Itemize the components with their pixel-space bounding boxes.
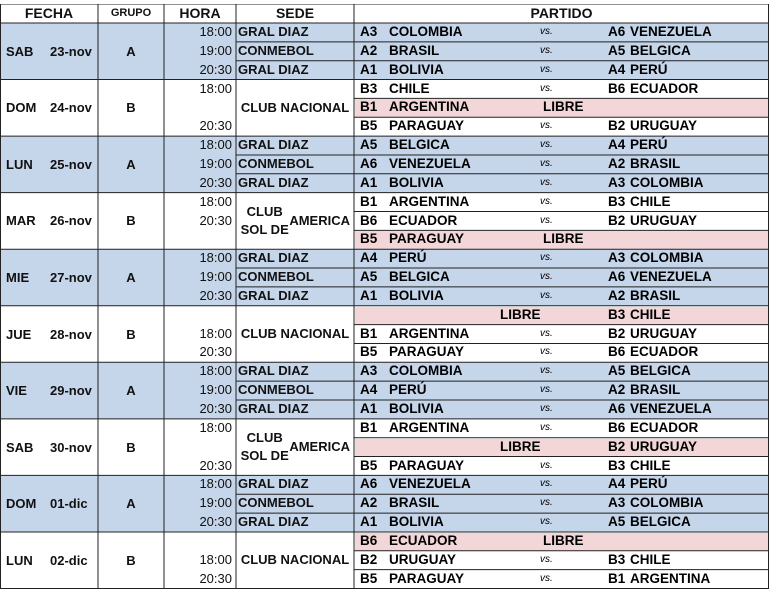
day-date: 23-nov — [50, 43, 92, 59]
away-team-name: COLOMBIA — [630, 250, 704, 266]
group-letter: B — [126, 439, 136, 455]
day-name: SAB — [6, 43, 34, 59]
vs-label: vs. — [540, 289, 553, 301]
away-team-code: A5 — [608, 514, 626, 530]
home-team-name: ECUADOR — [389, 212, 458, 228]
home-team-name: PARAGUAY — [389, 570, 465, 586]
header-hora: HORA — [179, 5, 221, 21]
kickoff-time: 18:00 — [199, 193, 232, 209]
away-team-name: ARGENTINA — [630, 570, 711, 586]
away-team-code: B3 — [608, 551, 626, 567]
away-team-name: VENEZUELA — [630, 401, 712, 416]
home-team-name: BOLIVIA — [389, 61, 444, 77]
home-team-name: BELGICA — [389, 269, 450, 285]
day-name: MAR — [6, 213, 36, 229]
away-team-name: BELGICA — [630, 514, 691, 530]
home-team-code: A3 — [360, 363, 378, 379]
venue-line: CLUB NACIONAL — [240, 552, 350, 568]
home-team-code: A2 — [360, 42, 378, 58]
vs-label: vs. — [540, 403, 553, 414]
home-team-name: PERÚ — [389, 382, 427, 398]
home-team-code: A6 — [360, 476, 378, 492]
day-name: MIE — [6, 269, 30, 285]
home-team-name: BOLIVIA — [389, 174, 444, 190]
away-team-code: A3 — [608, 495, 626, 511]
home-team-name: ARGENTINA — [389, 325, 470, 341]
kickoff-time: 18:00 — [199, 137, 232, 153]
vs-label: vs. — [540, 516, 553, 528]
vs-label: vs. — [540, 271, 553, 283]
home-team-code: B3 — [360, 80, 378, 96]
group-letter: A — [126, 269, 136, 285]
home-team-code: A5 — [360, 269, 378, 285]
away-team-code: B6 — [608, 80, 626, 96]
day-date: 30-nov — [50, 439, 92, 455]
libre-label: LIBRE — [500, 306, 541, 322]
day-date: 01-dic — [50, 496, 88, 512]
kickoff-time: 20:30 — [199, 514, 232, 530]
home-team-code: A6 — [360, 155, 378, 171]
day-name: LUN — [6, 156, 33, 172]
home-team-name: BOLIVIA — [389, 401, 444, 416]
home-team-code: A1 — [360, 287, 378, 303]
home-team-name: PARAGUAY — [389, 344, 465, 360]
home-team-name: BOLIVIA — [389, 514, 444, 530]
kickoff-time: 20:30 — [199, 287, 232, 303]
home-team-code: A3 — [360, 24, 378, 39]
kickoff-time: 20:30 — [199, 174, 232, 190]
grid-lines — [0, 4, 769, 598]
away-team-code: A3 — [608, 250, 626, 266]
vs-label: vs. — [540, 26, 553, 37]
away-team-code: A4 — [608, 476, 626, 492]
away-team-name: COLOMBIA — [630, 495, 704, 511]
kickoff-time: 20:30 — [199, 457, 232, 473]
libre-label: LIBRE — [500, 438, 541, 454]
kickoff-time: 18:00 — [199, 363, 232, 379]
away-team-code: B6 — [608, 344, 626, 360]
venue: CONMEBOL — [238, 42, 314, 58]
kickoff-time: 19:00 — [199, 495, 232, 511]
home-team-code: B2 — [360, 551, 378, 567]
away-team-name: VENEZUELA — [630, 24, 712, 39]
kickoff-time: 20:30 — [199, 212, 232, 228]
away-team-code: A4 — [608, 61, 626, 77]
home-team-code: B5 — [360, 118, 378, 134]
home-team-code: B1 — [360, 419, 378, 435]
home-team-name: ARGENTINA — [389, 419, 470, 435]
home-team-name: PARAGUAY — [389, 118, 465, 134]
away-team-code: B6 — [608, 419, 626, 435]
home-team-code: B5 — [360, 457, 378, 473]
vs-label: vs. — [540, 82, 553, 94]
vs-label: vs. — [540, 384, 553, 396]
venue: GRAL DIAZ — [238, 61, 309, 77]
away-team-name: URUGUAY — [630, 325, 698, 341]
kickoff-time: 18:00 — [199, 476, 232, 492]
group-letter: A — [126, 383, 136, 399]
vs-label: vs. — [540, 497, 553, 509]
away-team-code: A6 — [608, 269, 626, 285]
away-team-name: PERÚ — [630, 476, 668, 492]
home-team-name: ARGENTINA — [389, 99, 470, 115]
vs-label: vs. — [540, 139, 553, 151]
vs-label: vs. — [540, 120, 553, 132]
away-team-name: BRASIL — [630, 287, 681, 303]
libre-label: LIBRE — [543, 99, 584, 115]
vs-label: vs. — [540, 421, 553, 433]
home-team-code: A1 — [360, 174, 378, 190]
kickoff-time: 18:00 — [199, 24, 232, 39]
home-team-code: A1 — [360, 61, 378, 77]
libre-label: LIBRE — [543, 231, 584, 247]
day-name: VIE — [6, 383, 27, 399]
home-team-code: B5 — [360, 231, 378, 247]
group-letter: B — [126, 100, 136, 116]
away-team-code: A2 — [608, 155, 626, 171]
day-date: 24-nov — [50, 100, 92, 116]
vs-label: vs. — [540, 252, 553, 264]
vs-label: vs. — [540, 572, 553, 584]
venue: GRAL DIAZ — [238, 476, 309, 492]
venue: GRAL DIAZ — [238, 250, 309, 266]
vs-label: vs. — [540, 195, 553, 207]
home-team-name: PERÚ — [389, 250, 427, 266]
venue: GRAL DIAZ — [238, 137, 309, 153]
header-partido: PARTIDO — [530, 5, 593, 21]
away-team-name: URUGUAY — [630, 212, 698, 228]
home-team-name: BOLIVIA — [389, 287, 444, 303]
group-letter: B — [126, 326, 136, 342]
away-team-code: B1 — [608, 570, 626, 586]
home-team-code: B6 — [360, 212, 378, 228]
vs-label: vs. — [540, 553, 553, 565]
day-date: 26-nov — [50, 213, 92, 229]
away-team-code: B3 — [608, 457, 626, 473]
kickoff-time: 20:30 — [199, 61, 232, 77]
day-name: SAB — [6, 439, 34, 455]
kickoff-time: 18:00 — [199, 250, 232, 266]
home-team-name: BELGICA — [389, 137, 450, 153]
day-date: 29-nov — [50, 383, 92, 399]
vs-label: vs. — [540, 176, 553, 188]
away-team-code: A5 — [608, 42, 626, 58]
kickoff-time: 19:00 — [199, 42, 232, 58]
venue: GRAL DIAZ — [238, 514, 309, 530]
away-team-code: B2 — [608, 212, 626, 228]
away-team-code: B3 — [608, 193, 626, 209]
venue-line: AMERICA — [289, 212, 350, 228]
group-letter: A — [126, 156, 136, 172]
away-team-name: ECUADOR — [630, 344, 699, 360]
kickoff-time: 20:30 — [199, 118, 232, 134]
home-team-code: A4 — [360, 382, 378, 398]
kickoff-time: 18:00 — [199, 419, 232, 435]
venue: GRAL DIAZ — [238, 401, 309, 416]
venue-line: CLUB SOL DE — [240, 203, 289, 237]
day-date: 27-nov — [50, 269, 92, 285]
kickoff-time: 19:00 — [199, 269, 232, 285]
home-team-name: BRASIL — [389, 495, 440, 511]
home-team-code: A1 — [360, 401, 378, 416]
away-team-code: A6 — [608, 401, 626, 416]
day-date: 02-dic — [50, 552, 88, 568]
home-team-name: VENEZUELA — [389, 476, 471, 492]
venue-line: CLUB NACIONAL — [240, 326, 350, 342]
vs-label: vs. — [540, 157, 553, 169]
kickoff-time: 20:30 — [199, 401, 232, 416]
libre-label: LIBRE — [543, 532, 584, 548]
home-team-code: B5 — [360, 570, 378, 586]
vs-label: vs. — [540, 327, 553, 339]
home-team-code: A2 — [360, 495, 378, 511]
home-team-code: B1 — [360, 99, 378, 115]
venue-line: AMERICA — [289, 439, 350, 455]
away-team-code: A4 — [608, 137, 626, 153]
home-team-name: VENEZUELA — [389, 155, 471, 171]
vs-label: vs. — [540, 365, 553, 377]
venue: CONMEBOL — [238, 382, 314, 398]
vs-label: vs. — [540, 346, 553, 358]
away-team-code: A3 — [608, 174, 626, 190]
venue: CONMEBOL — [238, 495, 314, 511]
venue: CONMEBOL — [238, 269, 314, 285]
kickoff-time: 19:00 — [199, 382, 232, 398]
vs-label: vs. — [540, 478, 553, 490]
home-team-code: A1 — [360, 514, 378, 530]
home-team-name: ARGENTINA — [389, 193, 470, 209]
away-team-name: PERÚ — [630, 137, 668, 153]
away-team-name: VENEZUELA — [630, 269, 712, 285]
day-date: 25-nov — [50, 156, 92, 172]
header-sede: SEDE — [275, 5, 315, 21]
day-date: 28-nov — [50, 326, 92, 342]
away-team-code: B3 — [608, 306, 626, 322]
group-letter: A — [126, 43, 136, 59]
home-team-name: BRASIL — [389, 42, 440, 58]
home-team-name: ECUADOR — [389, 532, 458, 548]
venue: GRAL DIAZ — [238, 363, 309, 379]
away-team-code: A2 — [608, 382, 626, 398]
home-team-code: B5 — [360, 344, 378, 360]
vs-label: vs. — [540, 459, 553, 471]
away-team-name: ECUADOR — [630, 80, 699, 96]
home-team-name: PARAGUAY — [389, 231, 465, 247]
home-team-code: B1 — [360, 325, 378, 341]
kickoff-time: 18:00 — [199, 551, 232, 567]
kickoff-time: 20:30 — [199, 570, 232, 586]
home-team-code: A4 — [360, 250, 378, 266]
kickoff-time: 19:00 — [199, 155, 232, 171]
venue-line: CLUB SOL DE — [240, 430, 289, 464]
header-fecha: FECHA — [24, 5, 74, 21]
kickoff-time: 20:30 — [199, 344, 232, 360]
away-team-code: A2 — [608, 287, 626, 303]
vs-label: vs. — [540, 44, 553, 56]
venue: CONMEBOL — [238, 155, 314, 171]
away-team-name: URUGUAY — [630, 438, 698, 454]
vs-label: vs. — [540, 63, 553, 75]
home-team-name: COLOMBIA — [389, 24, 463, 39]
away-team-code: B2 — [608, 118, 626, 134]
home-team-name: COLOMBIA — [389, 363, 463, 379]
header-grupo: GRUPO — [110, 7, 152, 19]
venue: GRAL DIAZ — [238, 174, 309, 190]
home-team-name: CHILE — [389, 80, 430, 96]
group-letter: B — [126, 213, 136, 229]
venue: GRAL DIAZ — [238, 287, 309, 303]
home-team-name: URUGUAY — [389, 551, 457, 567]
away-team-name: URUGUAY — [630, 118, 698, 134]
away-team-name: COLOMBIA — [630, 174, 704, 190]
day-name: DOM — [6, 100, 37, 116]
away-team-name: BELGICA — [630, 363, 691, 379]
vs-label: vs. — [540, 214, 553, 226]
away-team-name: ECUADOR — [630, 419, 699, 435]
kickoff-time: 18:00 — [199, 80, 232, 96]
away-team-name: BRASIL — [630, 382, 681, 398]
home-team-code: A5 — [360, 137, 378, 153]
venue-line: CLUB NACIONAL — [240, 99, 350, 115]
away-team-code: B2 — [608, 325, 626, 341]
day-name: LUN — [6, 552, 33, 568]
away-team-name: BELGICA — [630, 42, 691, 58]
home-team-name: PARAGUAY — [389, 457, 465, 473]
away-team-code: A5 — [608, 363, 626, 379]
venue: GRAL DIAZ — [238, 24, 309, 39]
group-letter: B — [126, 552, 136, 568]
home-team-code: B1 — [360, 193, 378, 209]
away-team-code: B2 — [608, 438, 626, 454]
group-letter: A — [126, 496, 136, 512]
away-team-name: CHILE — [630, 306, 671, 322]
day-name: DOM — [6, 496, 37, 512]
away-team-name: BRASIL — [630, 155, 681, 171]
kickoff-time: 18:00 — [199, 325, 232, 341]
home-team-code: B6 — [360, 532, 378, 548]
away-team-name: CHILE — [630, 551, 671, 567]
away-team-name: PERÚ — [630, 61, 668, 77]
away-team-name: CHILE — [630, 193, 671, 209]
day-name: JUE — [6, 326, 32, 342]
away-team-name: CHILE — [630, 457, 671, 473]
away-team-code: A6 — [608, 24, 626, 39]
